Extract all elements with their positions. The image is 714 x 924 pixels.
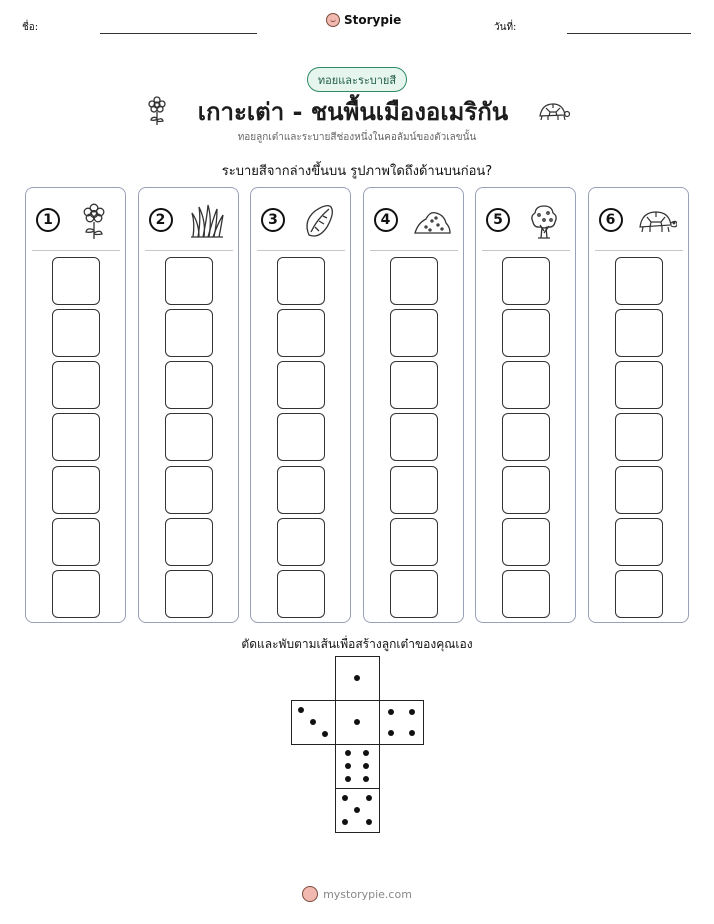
color-box[interactable]	[165, 466, 213, 514]
color-box[interactable]	[277, 361, 325, 409]
date-write-line	[567, 33, 691, 34]
turtle-icon	[637, 201, 677, 241]
color-box[interactable]	[390, 466, 438, 514]
brand-name: Storypie	[344, 13, 402, 27]
column-header	[364, 188, 463, 250]
color-box[interactable]	[52, 518, 100, 566]
column-header	[476, 188, 575, 250]
color-box[interactable]	[52, 361, 100, 409]
color-box[interactable]	[615, 257, 663, 305]
dice-pip	[345, 763, 351, 769]
column-divider	[32, 250, 120, 251]
dice-pip	[363, 763, 369, 769]
color-box[interactable]	[390, 570, 438, 618]
dice-pip	[322, 731, 328, 737]
color-box[interactable]	[165, 309, 213, 357]
dice-pip	[298, 707, 304, 713]
tree-icon	[524, 201, 564, 241]
color-box[interactable]	[502, 257, 550, 305]
seed-icon	[299, 201, 339, 241]
color-box[interactable]	[502, 413, 550, 461]
color-box[interactable]	[615, 309, 663, 357]
dice-pip	[363, 776, 369, 782]
instruction: ระบายสีจากล่างขึ้นบน รูปภาพใดถึงด้านบนก่อน?	[221, 164, 493, 179]
dice-pip	[354, 675, 360, 681]
dice-pip	[409, 730, 415, 736]
flower-icon	[74, 201, 114, 241]
race-column	[363, 187, 464, 623]
dice-face	[335, 700, 380, 745]
color-box[interactable]	[165, 518, 213, 566]
column-number: 3	[261, 208, 285, 232]
dice-pip	[366, 819, 372, 825]
color-box[interactable]	[52, 570, 100, 618]
column-divider	[595, 250, 683, 251]
column-header	[589, 188, 688, 250]
color-box[interactable]	[52, 466, 100, 514]
dice-pip	[342, 795, 348, 801]
color-box[interactable]	[165, 257, 213, 305]
color-box[interactable]	[390, 361, 438, 409]
race-column	[250, 187, 351, 623]
color-box[interactable]	[615, 361, 663, 409]
column-number: 6	[599, 208, 623, 232]
brand	[326, 13, 401, 27]
race-column	[25, 187, 126, 623]
column-number: 1	[36, 208, 60, 232]
column-number: 4	[374, 208, 398, 232]
color-box[interactable]	[615, 570, 663, 618]
dice-pip	[388, 730, 394, 736]
color-box[interactable]	[52, 309, 100, 357]
color-box[interactable]	[502, 518, 550, 566]
color-box[interactable]	[390, 257, 438, 305]
column-number: 5	[486, 208, 510, 232]
color-box[interactable]	[277, 413, 325, 461]
dice-face	[335, 744, 380, 789]
color-box[interactable]	[390, 518, 438, 566]
activity-badge: ทอยและระบายสี	[307, 67, 407, 92]
color-box[interactable]	[52, 257, 100, 305]
dice-pip	[345, 750, 351, 756]
column-number: 2	[149, 208, 173, 232]
color-box[interactable]	[165, 413, 213, 461]
flower-title-icon	[144, 96, 170, 126]
color-box[interactable]	[502, 361, 550, 409]
storypie-logo-icon	[326, 13, 340, 27]
color-box[interactable]	[277, 570, 325, 618]
column-header	[139, 188, 238, 250]
dice-caption: ตัดและพับตามเส้นเพื่อสร้างลูกเต๋าของคุณเอง	[241, 637, 473, 651]
dice-pip	[345, 776, 351, 782]
dice-pip	[366, 795, 372, 801]
page-title: เกาะเต่า - ชนพื้นเมืองอเมริกัน	[197, 97, 509, 126]
dirt-mound-icon	[412, 201, 452, 241]
color-box[interactable]	[390, 413, 438, 461]
race-column	[138, 187, 239, 623]
dice-pip	[310, 719, 316, 725]
dice-pip	[409, 709, 415, 715]
color-box[interactable]	[277, 309, 325, 357]
dice-face	[379, 700, 424, 745]
dice-face	[335, 788, 380, 833]
storypie-footer-logo-icon	[302, 886, 318, 902]
race-column	[475, 187, 576, 623]
color-box[interactable]	[615, 518, 663, 566]
dice-pip	[388, 709, 394, 715]
column-divider	[257, 250, 345, 251]
race-column	[588, 187, 689, 623]
dice-face	[335, 656, 380, 701]
column-header	[251, 188, 350, 250]
column-divider	[482, 250, 570, 251]
dice-pip	[354, 719, 360, 725]
color-box[interactable]	[165, 570, 213, 618]
color-box[interactable]	[615, 466, 663, 514]
column-header	[26, 188, 125, 250]
color-box[interactable]	[615, 413, 663, 461]
name-write-line	[100, 33, 257, 34]
dice-pip	[354, 807, 360, 813]
worksheet-header	[0, 0, 714, 50]
color-box[interactable]	[277, 257, 325, 305]
color-box[interactable]	[390, 309, 438, 357]
color-box[interactable]	[502, 466, 550, 514]
color-box[interactable]	[277, 466, 325, 514]
title-row	[0, 94, 714, 128]
column-divider	[145, 250, 233, 251]
name-label: ชื่อ:	[22, 22, 39, 33]
dice-face	[291, 700, 336, 745]
color-box[interactable]	[52, 413, 100, 461]
subtitle: ทอยลูกเต๋าและระบายสีช่องหนึ่งในคอลัมน์ของตัวเลขนั้น	[237, 132, 477, 143]
date-label: วันที่:	[494, 22, 517, 33]
color-box[interactable]	[277, 518, 325, 566]
turtle-title-icon	[536, 100, 570, 122]
dice-pip	[363, 750, 369, 756]
footer	[0, 886, 714, 902]
color-box[interactable]	[502, 309, 550, 357]
color-box[interactable]	[165, 361, 213, 409]
column-divider	[370, 250, 458, 251]
dice-pip	[342, 819, 348, 825]
footer-url: mystorypie.com	[323, 887, 412, 901]
grass-icon	[187, 201, 227, 241]
color-box[interactable]	[502, 570, 550, 618]
